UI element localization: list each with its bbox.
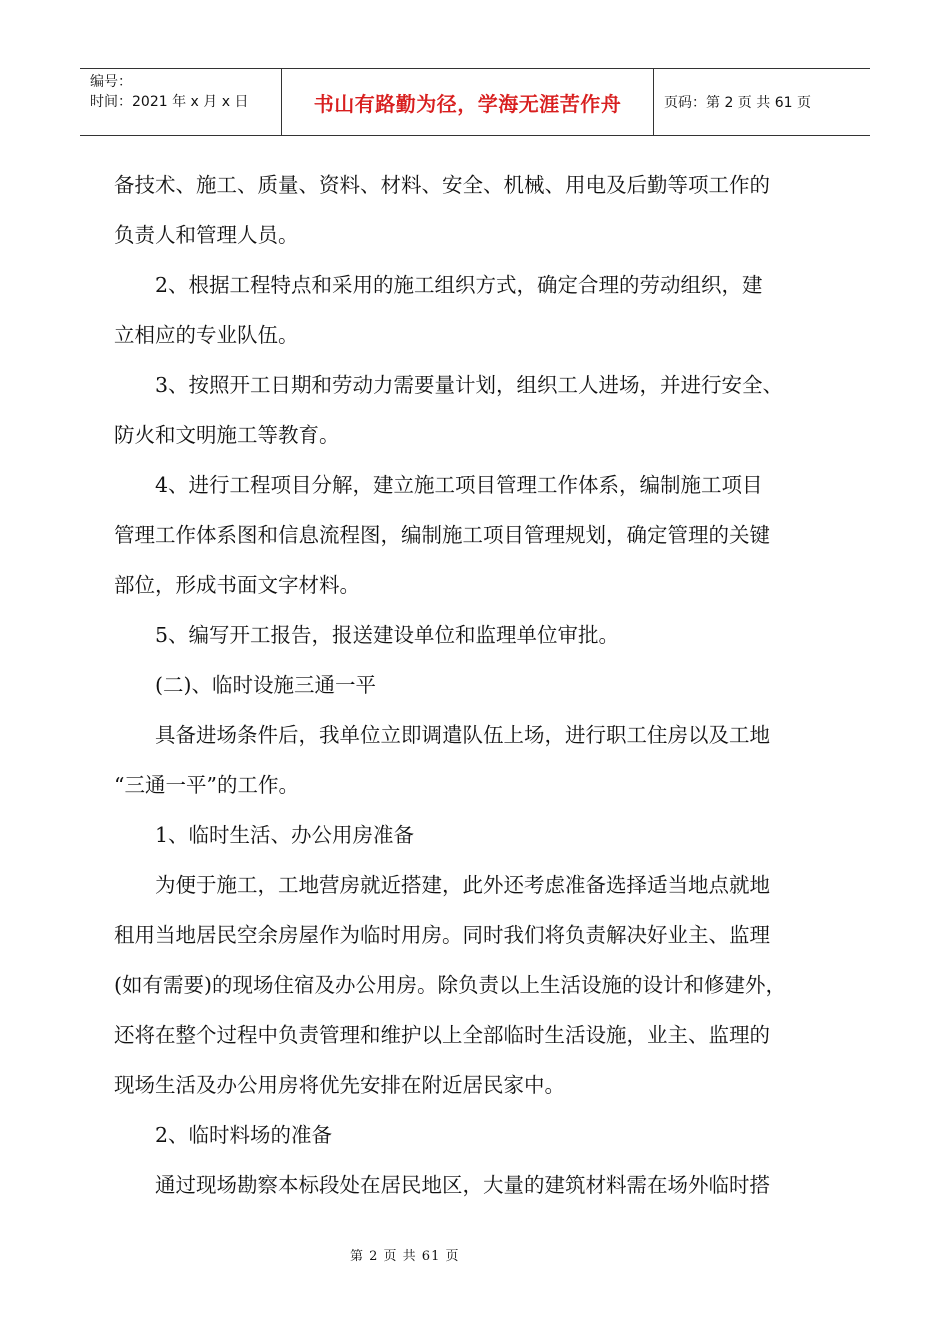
body-line: 部位，形成书面文字材料。 bbox=[114, 573, 360, 597]
body-line: “三通一平”的工作。 bbox=[114, 773, 299, 797]
body-line: 防火和文明施工等教育。 bbox=[114, 423, 340, 447]
body-line: 通过现场勘察本标段处在居民地区，大量的建筑材料需在场外临时搭 bbox=[114, 1173, 770, 1197]
body-line: 管理工作体系图和信息流程图，编制施工项目管理规划，确定管理的关键 bbox=[114, 523, 770, 547]
document-date-label: 时间：2021 年 x 月 x 日 bbox=[90, 94, 249, 110]
body-line: 5、编写开工报告，报送建设单位和监理单位审批。 bbox=[114, 623, 620, 647]
body-line: 为便于施工，工地营房就近搭建，此外还考虑准备选择适当地点就地 bbox=[114, 873, 770, 897]
body-line: 2、根据工程特点和采用的施工组织方式，确定合理的劳动组织，建 bbox=[114, 273, 763, 297]
body-line: 租用当地居民空余房屋作为临时用房。同时我们将负责解决好业主、监理 bbox=[114, 923, 770, 947]
body-line: 还将在整个过程中负责管理和维护以上全部临时生活设施，业主、监理的 bbox=[114, 1023, 770, 1047]
document-number-label: 编号： bbox=[90, 74, 132, 90]
body-line: 3、按照开工日期和劳动力需要量计划，组织工人进场，并进行安全、 bbox=[114, 373, 784, 397]
body-line: 负责人和管理人员。 bbox=[114, 223, 299, 247]
header-motto: 书山有路勤为径，学海无涯苦作舟 bbox=[282, 69, 654, 135]
body-line: 立相应的专业队伍。 bbox=[114, 323, 299, 347]
subsection-heading: 2、临时料场的准备 bbox=[114, 1123, 333, 1147]
section-heading: (二)、临时设施三通一平 bbox=[114, 673, 376, 697]
body-line: 具备进场条件后，我单位立即调遣队伍上场，进行职工住房以及工地 bbox=[114, 723, 770, 747]
page-header bbox=[80, 68, 870, 136]
header-page-info: 页码：第 2 页 共 61 页 bbox=[664, 95, 811, 111]
page-footer: 第 2 页 共 61 页 bbox=[350, 1249, 460, 1264]
body-line: 现场生活及办公用房将优先安排在附近居民家中。 bbox=[114, 1073, 565, 1097]
body-line: 4、进行工程项目分解，建立施工项目管理工作体系，编制施工项目 bbox=[114, 473, 763, 497]
header-meta-cell bbox=[80, 69, 282, 135]
body-line: (如有需要)的现场住宿及办公用房。除负责以上生活设施的设计和修建外， bbox=[114, 973, 786, 997]
body-line: 备技术、施工、质量、资料、材料、安全、机械、用电及后勤等项工作的 bbox=[114, 173, 770, 197]
subsection-heading: 1、临时生活、办公用房准备 bbox=[114, 823, 415, 847]
